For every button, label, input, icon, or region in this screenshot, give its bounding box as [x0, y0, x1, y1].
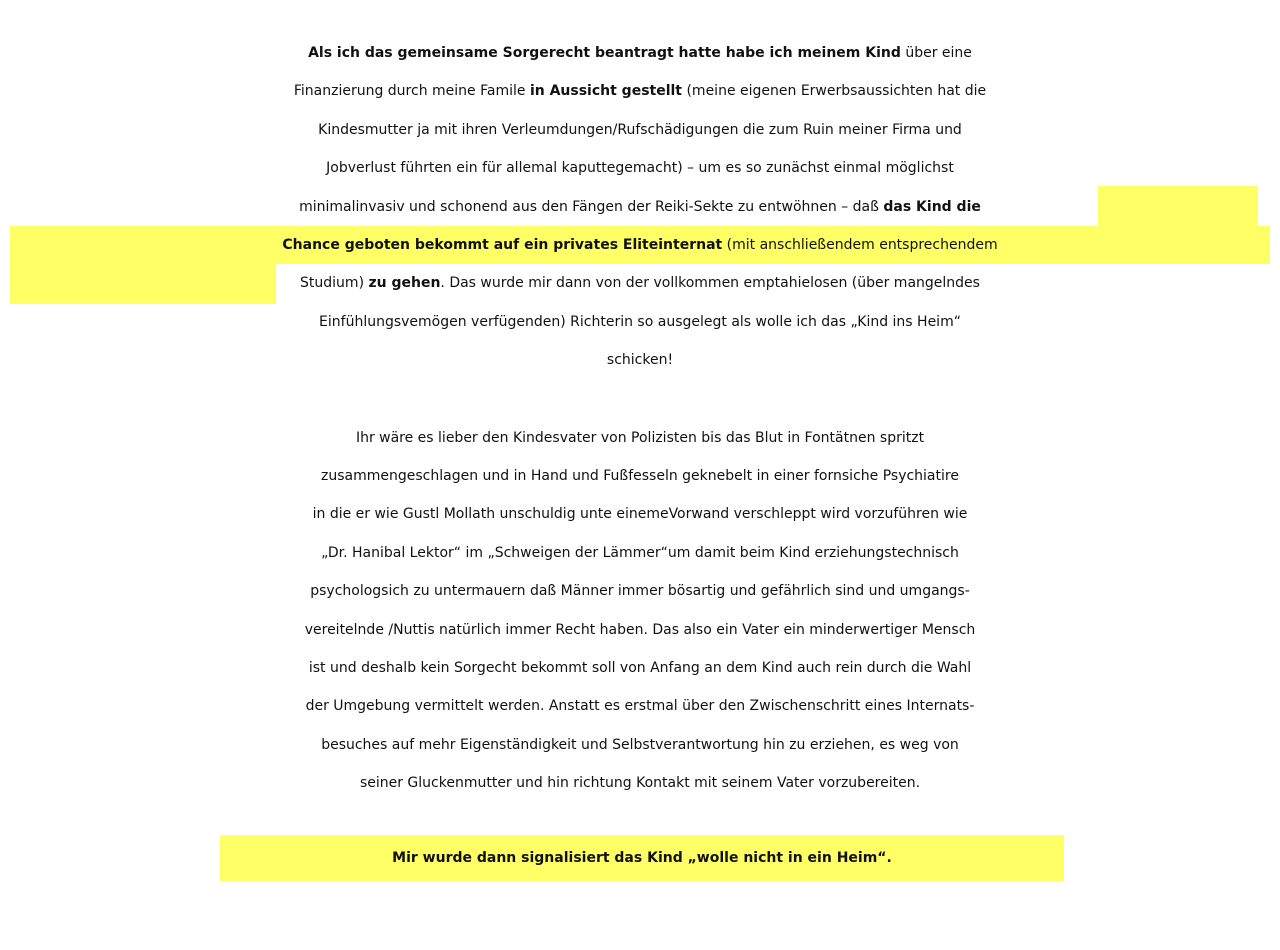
- p1-line-9: schicken!: [606, 352, 674, 368]
- p1-line-2: [0, 72, 1280, 110]
- p1-line-1: [0, 34, 1280, 72]
- p1-line-6-bold: Chance geboten bekommt auf ein privates Eliteinternat: [282, 237, 723, 253]
- p1-line-2-bold: in Aussicht gestellt: [529, 83, 683, 99]
- p1-line-7-a: Studium): [300, 275, 369, 291]
- p1-line-8: Einfühlungsvemögen verfügenden) Richterin so ausgelegt als wolle ich das „Kind ins Heim“: [319, 314, 961, 330]
- p2-line-7: ist und deshalb kein Sorgecht bekommt soll von Anfang an dem Kind auch rein durch die Wahl: [308, 660, 972, 676]
- p2-line-4: „Dr. Hanibal Lektor“ im „Schweigen der Lämmer“um damit beim Kind erziehungstechnisch: [321, 545, 959, 561]
- p2-line-9: besuches auf mehr Eigenständigkeit und Selbstverantwortung hin zu erziehen, es weg von: [321, 737, 959, 753]
- p1-line-4: Jobverlust führten ein für allemal kaputtegemacht) – um es so zunächst einmal möglichst: [326, 160, 954, 176]
- p1-line-2-b: (meine eigenen Erwerbsaussichten hat die: [682, 83, 987, 99]
- p2-line-2: zusammengeschlagen und in Hand und Fußfesseln geknebelt in einer fornsiche Psychiatire: [321, 468, 959, 484]
- p1-line-7-dot: .: [440, 275, 445, 291]
- p2-line-5: psychologsich zu untermauern daß Männer immer bösartig und gefährlich sind und umgangs-: [310, 583, 970, 599]
- p1-line-5-a: minimalinvasiv und schonend aus den Fängen der Reiki-Sekte zu entwöhnen – daß: [299, 199, 884, 215]
- p2-line-1: Ihr wäre es lieber den Kindesvater von Polizisten bis das Blut in Fontätnen spritzt: [355, 430, 925, 446]
- p1-line-5-highlight: das Kind die: [883, 199, 981, 215]
- p2-line-8: der Umgebung vermittelt werden. Anstatt es erstmal über den Zwischenschritt eines Internats-: [305, 698, 975, 714]
- p2-line-10: seiner Gluckenmutter und hin richtung Kontakt mit seinem Vater vorzubereiten.: [359, 775, 921, 791]
- p1-line-3: Kindesmutter ja mit ihren Verleumdungen/Rufschädigungen die zum Ruin meiner Firma und: [318, 122, 962, 138]
- p2-line-3: in die er wie Gustl Mollath unschuldig unte einemeVorwand verschleppt wird vorzuführen wie: [312, 506, 968, 522]
- p1-line-5: [0, 188, 1280, 226]
- p1-line-6-rest: (mit anschließendem entsprechendem: [722, 237, 998, 253]
- p1-line-6: [0, 226, 1280, 264]
- p1-line-7-b: Das wurde mir dann von der vollkommen emptahielosen (über mangelndes: [444, 275, 980, 291]
- p2-line-6: vereitelnde /Nuttis natürlich immer Recht haben. Das also ein Vater ein minderwertiger Mensch: [304, 622, 976, 638]
- p1-line-1-bold: Als ich das gemeinsame Sorgerecht beantragt hatte habe ich meinem Kind: [308, 45, 901, 61]
- conclusion-highlight: Mir wurde dann signalisiert das Kind „wolle nicht in ein Heim“.: [220, 835, 1064, 881]
- p1-line-1-rest: über eine: [900, 45, 972, 61]
- p1-line-7-bold: zu gehen: [368, 275, 441, 291]
- p1-line-2-a: Finanzierung durch meine Famile: [293, 83, 530, 99]
- p1-line-7: [0, 264, 1280, 302]
